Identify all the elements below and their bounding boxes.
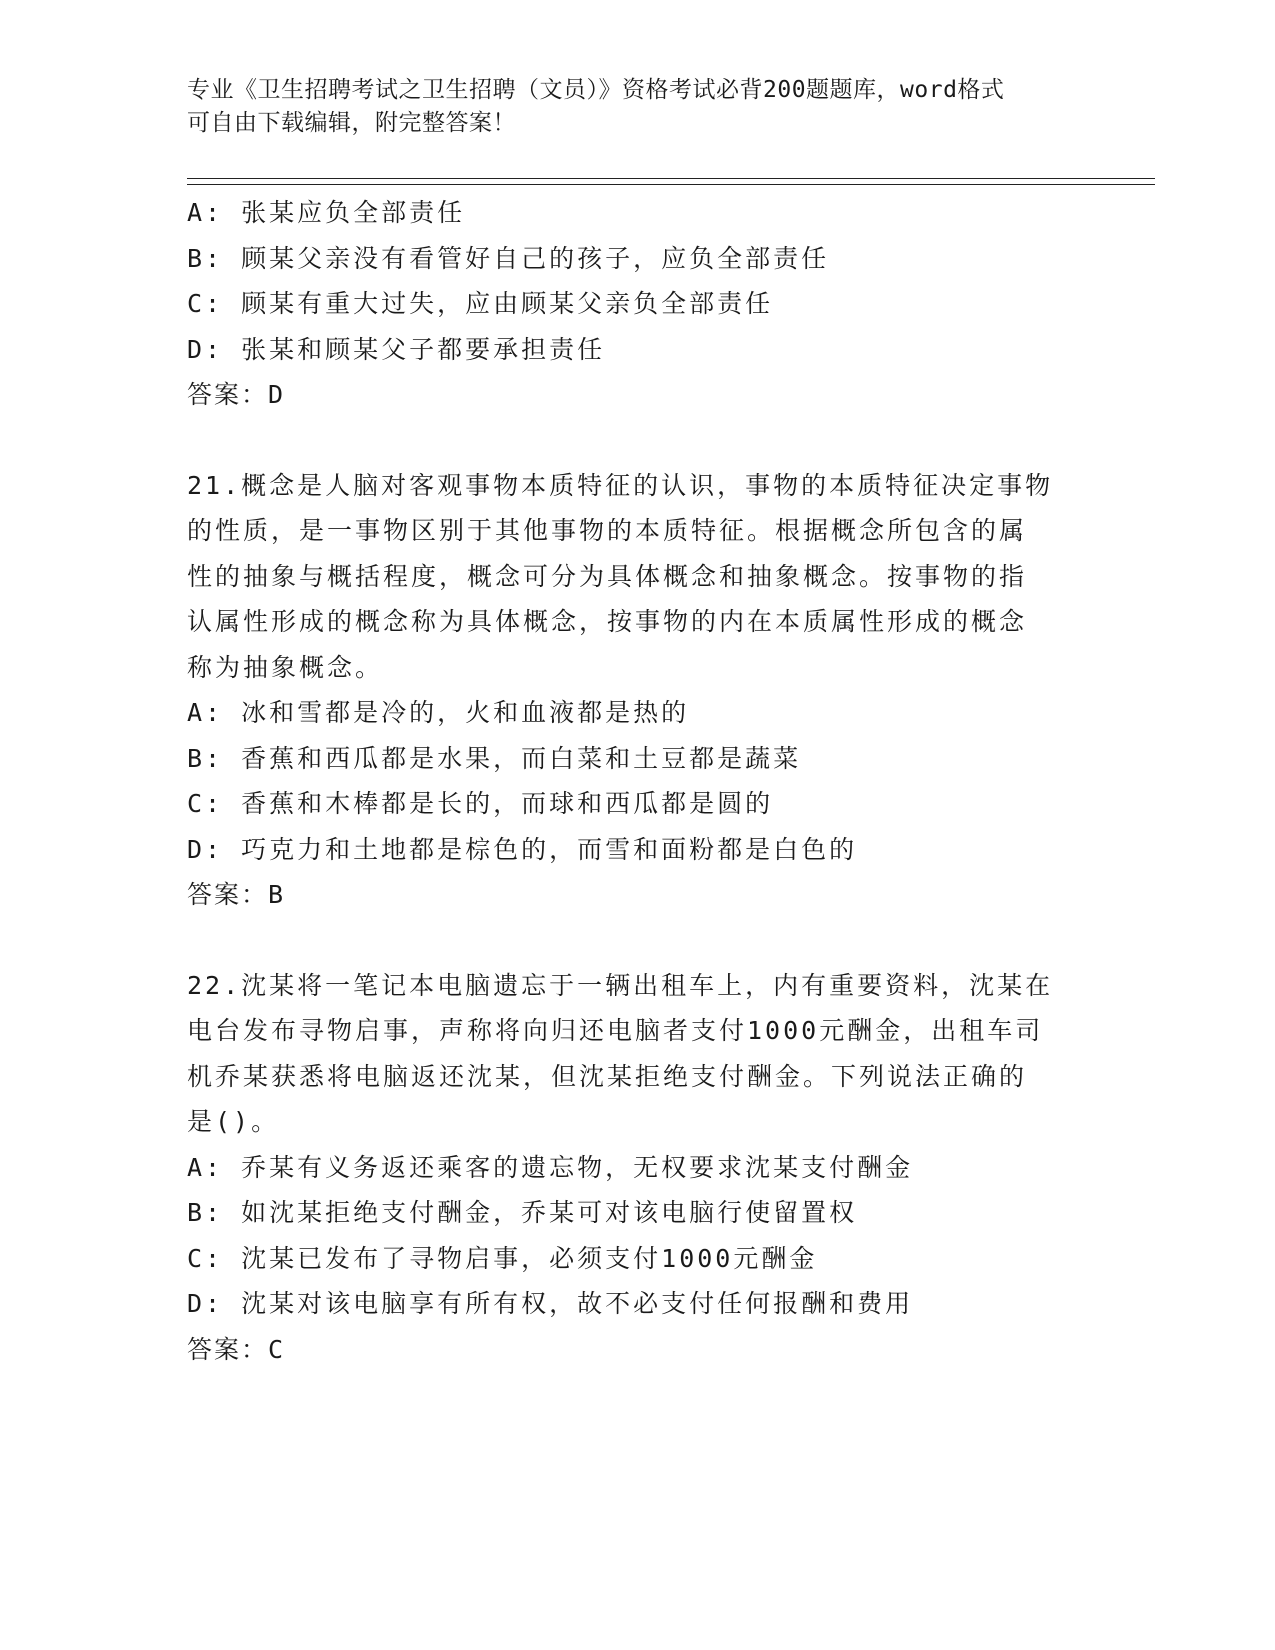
option-c: C: 香蕉和木棒都是长的，而球和西瓜都是圆的: [187, 789, 774, 818]
option-d: D: 沈某对该电脑享有所有权，故不必支付任何报酬和费用: [187, 1289, 914, 1318]
answer-label: 答案：: [187, 380, 269, 409]
option-b: B: 如沈某拒绝支付酬金，乔某可对该电脑行使留置权: [187, 1198, 858, 1227]
question-stem-line: 的性质，是一事物区别于其他事物的本质特征。根据概念所包含的属: [187, 516, 1028, 545]
option-c: C: 顾某有重大过失，应由顾某父亲负全部责任: [187, 289, 774, 318]
answer-line: [187, 372, 1087, 418]
question-stem-line: 22.沈某将一笔记本电脑遗忘于一辆出租车上，内有重要资料，沈某在: [187, 970, 1054, 1000]
option-d: D: 张某和顾某父子都要承担责任: [187, 334, 606, 364]
question-stem-line: 21.概念是人脑对客观事物本质特征的认识，事物的本质特征决定事物: [187, 470, 1054, 500]
header-line-1: 专业《卫生招聘考试之卫生招聘（文员）》资格考试必背200题题库，word格式: [187, 77, 1005, 103]
option-a: A: 张某应负全部责任: [187, 198, 466, 227]
question-20: [187, 190, 1087, 418]
option-c: C: 沈某已发布了寻物启事，必须支付1000元酬金: [187, 1243, 818, 1273]
spacer: [187, 918, 1087, 963]
question-stem-line: 机乔某获悉将电脑返还沈某，但沈某拒绝支付酬金。下列说法正确的: [187, 1061, 1028, 1091]
answer-value: D: [268, 380, 286, 409]
option-a: A: 乔某有义务返还乘客的遗忘物，无权要求沈某支付酬金: [187, 1152, 914, 1182]
answer-line: [187, 1327, 1087, 1373]
question-stem-line: 称为抽象概念。: [187, 652, 384, 682]
answer-value: C: [268, 1334, 286, 1364]
page-header: [187, 74, 1087, 140]
question-stem-line: 电台发布寻物启事，声称将向归还电脑者支付1000元酬金，出租车司: [187, 1016, 1044, 1045]
question-21: [187, 463, 1087, 918]
option-b: B: 香蕉和西瓜都是水果，而白菜和土豆都是蔬菜: [187, 743, 802, 773]
question-22: [187, 963, 1087, 1373]
question-stem-line: 是()。: [187, 1107, 280, 1136]
option-a: A: 冰和雪都是冷的，火和血液都是热的: [187, 698, 690, 727]
question-list: [187, 190, 1087, 1372]
answer-label: 答案：: [187, 880, 269, 909]
question-stem-line: 认属性形成的概念称为具体概念，按事物的内在本质属性形成的概念: [187, 607, 1028, 636]
option-d: D: 巧克力和土地都是棕色的，而雪和面粉都是白色的: [187, 834, 858, 864]
answer-label: 答案：: [187, 1334, 269, 1364]
answer-value: B: [268, 880, 286, 909]
header-divider: [187, 178, 1155, 185]
spacer: [187, 418, 1087, 463]
answer-line: [187, 872, 1087, 918]
header-line-2: 可自由下载编辑，附完整答案！: [187, 110, 516, 136]
question-stem-line: 性的抽象与概括程度，概念可分为具体概念和抽象概念。按事物的指: [187, 561, 1028, 591]
option-b: B: 顾某父亲没有看管好自己的孩子，应负全部责任: [187, 243, 830, 273]
